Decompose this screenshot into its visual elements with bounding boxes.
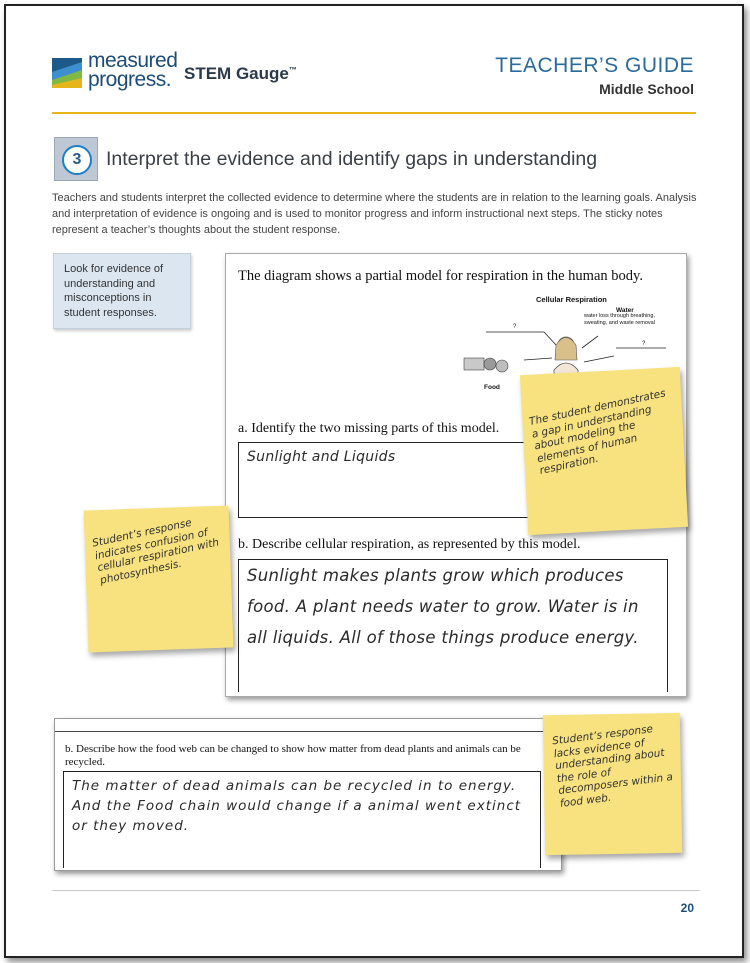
step-badge [54,137,98,181]
student-response-panel-2 [54,718,562,871]
logo-line-1: measured [88,49,178,72]
diagram-water-label: Water [616,307,634,314]
answer-box-food-web [63,771,541,868]
student-answer-a: Sunlight and Liquids [247,449,396,465]
step-title: Interpret the evidence and identify gaps in understanding [106,148,598,170]
arrow-in-left [544,332,556,345]
product-name [184,64,297,84]
item-prompt: The diagram shows a partial model for respiration in the human body. [238,268,643,284]
sticky-note-gap-modeling [520,367,688,535]
unknown-left: ? [513,324,517,330]
food-fruit-1 [484,358,496,370]
trademark-mark: ™ [288,65,297,75]
person-hair [555,338,577,361]
guide-subtitle: Middle School [599,81,694,97]
diagram-title: Cellular Respiration [536,295,607,304]
question-food-web: b. Describe how the food web can be changed to show how matter from dead plants and animals can be recycled. [65,743,521,768]
student-answer-food-web: The matter of dead animals can be recycled in to energy. And the Food chain would change if a animal went extinct or they moved. [72,778,522,834]
arrow-food [524,358,552,360]
document-page [4,4,744,958]
panel-2-clipped-edge [55,719,544,732]
diagram-water-desc-wrap [584,313,679,335]
header-divider [52,112,696,114]
question-b: b. Describe cellular respiration, as represented by this model. [238,537,581,552]
sticky-note-decomposers [543,713,682,855]
arrow-water [582,336,598,348]
measured-progress-logo-icon [52,58,82,88]
callout-note: Look for evidence of understanding and misconceptions in student responses. [53,253,191,329]
sticky-note-decomposers-text: Student’s response lacks evidence of understanding about the role of decomposers within a food web. [551,723,674,810]
question-a: a. Identify the two missing parts of this model. [238,421,500,436]
diagram-water-desc: water loss through breathing, sweating, and waste removal [584,313,655,326]
product-label: STEM Gauge [184,64,289,83]
footer-divider [52,890,700,891]
student-answer-b: Sunlight makes plants grow which produces food. A plant needs water to grow. Water is in all liquids. All of those things produce energy. [247,566,639,647]
guide-title: TEACHER’S GUIDE [495,54,694,77]
answer-box-b [238,559,668,692]
page-number: 20 [680,901,694,915]
logo-line-2: progress. [88,68,172,91]
intro-paragraph: Teachers and students interpret the collected evidence to determine where the students are in relation to the learning goals. Analysis and interpretation of evidence is ongoing and is used to monitor progress and inform instructional next steps. The sticky notes represent a teacher’s thoughts about the student response. [52,192,697,236]
sticky-note-gap-modeling-text: The student demonstrates a gap in understanding about modeling the elements of human respiration. [528,387,667,477]
food-fruit-2 [496,360,508,372]
step-number: 3 [62,145,92,175]
diagram-food-label: Food [484,384,500,391]
logo-wordmark [88,51,177,89]
arrow-right [584,356,614,362]
food-cake [464,358,484,370]
sticky-note-confusion [84,506,234,653]
sticky-note-confusion-text: Student’s response indicates confusion of cellular respiration with photosynthesis. [91,516,221,587]
unknown-right: ? [642,341,646,347]
